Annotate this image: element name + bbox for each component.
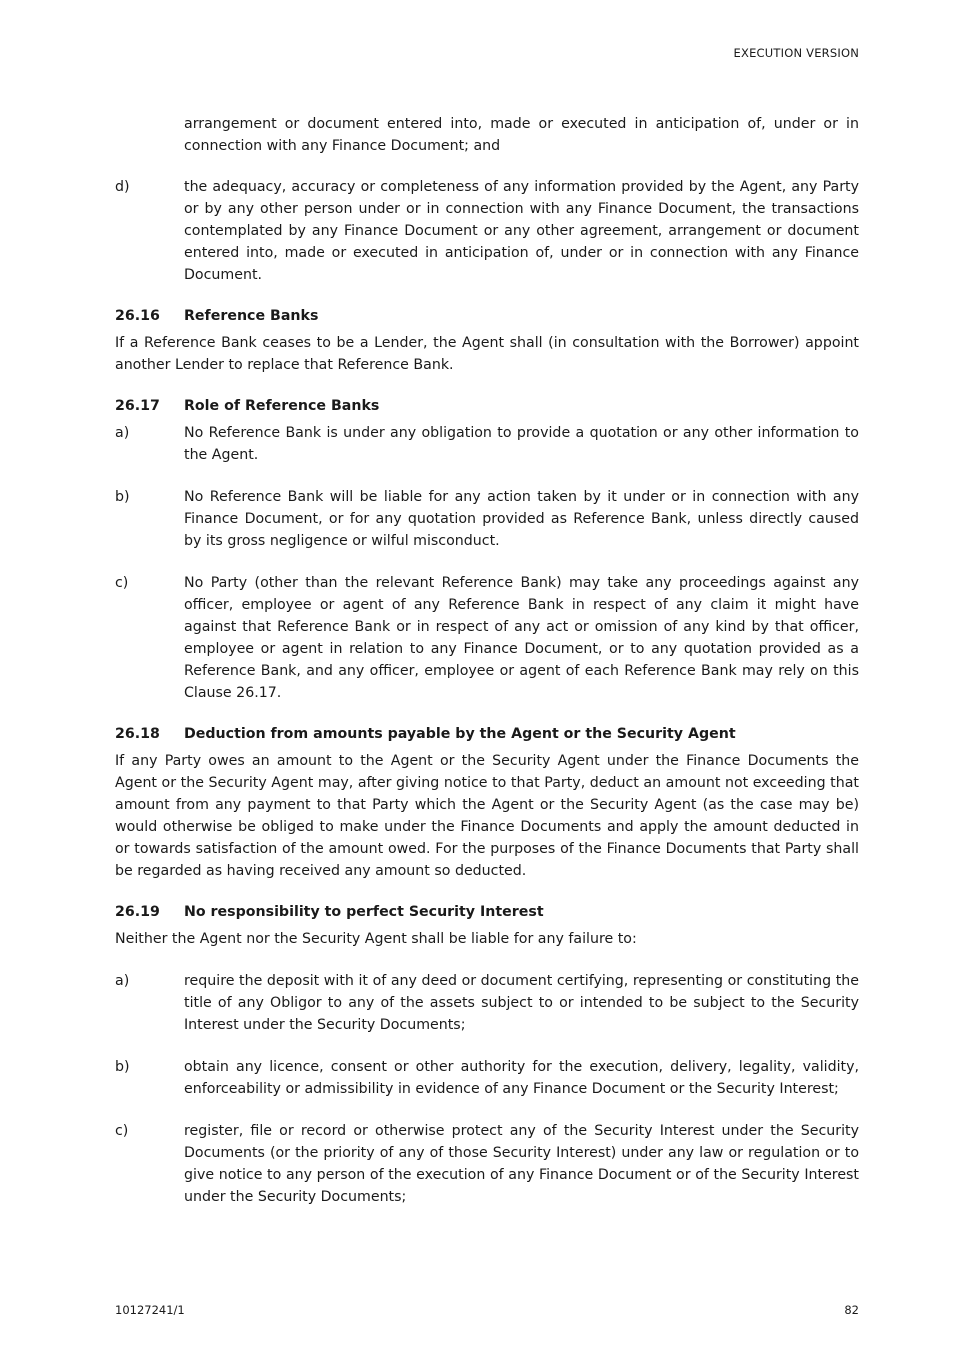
document-body	[115, 113, 859, 1208]
list-label: c)	[115, 575, 129, 591]
list-text: obtain any licence, consent or other authority for the execution, delivery, legality, validity, enforceability or admissibility in evidence of any Finance Document or the Security Interest;	[184, 1059, 859, 1097]
list-item-b	[115, 486, 859, 552]
list-text: require the deposit with it of any deed or document certifying, representing or constituting the title of any Obligor to any of the assets subject to or intended to be subject to the Security Interest under the Security Documents;	[184, 973, 859, 1033]
section-number: 26.19	[115, 904, 160, 920]
section-number: 26.17	[115, 398, 160, 414]
list-label: c)	[115, 1123, 129, 1139]
list-label: b)	[115, 1059, 130, 1075]
list-text: No Reference Bank will be liable for any action taken by it under or in connection with any Finance Document, or for any quotation provided as Reference Bank, unless directly caused by its gross negligence or wilful misconduct.	[184, 489, 859, 549]
list-item-c	[115, 572, 859, 704]
list-item-d	[115, 176, 859, 286]
section-body: If a Reference Bank ceases to be a Lender, the Agent shall (in consultation with the Borrower) appoint another Lender to replace that Reference Bank.	[115, 335, 859, 373]
section-intro: Neither the Agent nor the Security Agent shall be liable for any failure to:	[115, 931, 637, 947]
list-item-b	[115, 1056, 859, 1100]
list-label: a)	[115, 425, 130, 441]
section-heading-26-16	[115, 305, 859, 327]
section-title: No responsibility to perfect Security Interest	[184, 904, 544, 920]
section-title: Reference Banks	[184, 308, 319, 324]
execution-version-label: EXECUTION VERSION	[733, 46, 859, 60]
continuation-paragraph: arrangement or document entered into, made or executed in anticipation of, under or in connection with any Finance Document; and	[184, 116, 859, 154]
list-item-a	[115, 970, 859, 1036]
page-number: 82	[844, 1303, 859, 1317]
section-number: 26.18	[115, 726, 160, 742]
section-title: Role of Reference Banks	[184, 398, 380, 414]
list-label: d)	[115, 179, 130, 195]
section-heading-26-19	[115, 901, 859, 923]
section-heading-26-17	[115, 395, 859, 417]
section-body: If any Party owes an amount to the Agent or the Security Agent under the Finance Documents the Agent or the Security Agent may, after giving notice to that Party, deduct an amount not exceeding that amount from any payment to that Party which the Agent or the Security Agent (as the case may be) would otherwise be obliged to make under the Finance Documents and apply the amount deducted in or towards satisfaction of the amount owed. For the purposes of the Finance Documents that Party shall be regarded as having received any amount so deducted.	[115, 753, 859, 879]
section-number: 26.16	[115, 308, 160, 324]
list-text: register, file or record or otherwise protect any of the Security Interest under the Security Documents (or the priority of any of those Security Interest) under any law or regulation or to give notice to any person of the execution of any Finance Document or of the Security Interest under the Security Documents;	[184, 1123, 859, 1205]
list-text: the adequacy, accuracy or completeness of any information provided by the Agent, any Party or by any other person under or in connection with any Finance Document, the transactions contemplated by any Finance Document or any other agreement, arrangement or document entered into, made or executed in anticipation of, under or in connection with any Finance Document.	[184, 179, 859, 283]
list-label: b)	[115, 489, 130, 505]
section-heading-26-18	[115, 723, 859, 745]
list-text: No Party (other than the relevant Reference Bank) may take any proceedings against any officer, employee or agent of any Reference Bank in respect of any claim it might have against that Reference Bank or in respect of any act or omission of any kind by that officer, employee or agent in relation to any Finance Document, or to any quotation provided as a Reference Bank, and any officer, employee or agent of each Reference Bank may rely on this Clause 26.17.	[184, 575, 859, 701]
list-item-a	[115, 422, 859, 466]
section-title: Deduction from amounts payable by the Agent or the Security Agent	[184, 726, 736, 742]
list-item-c	[115, 1120, 859, 1208]
document-reference: 10127241/1	[115, 1303, 185, 1317]
list-text: No Reference Bank is under any obligation to provide a quotation or any other information to the Agent.	[184, 425, 859, 463]
list-label: a)	[115, 973, 130, 989]
